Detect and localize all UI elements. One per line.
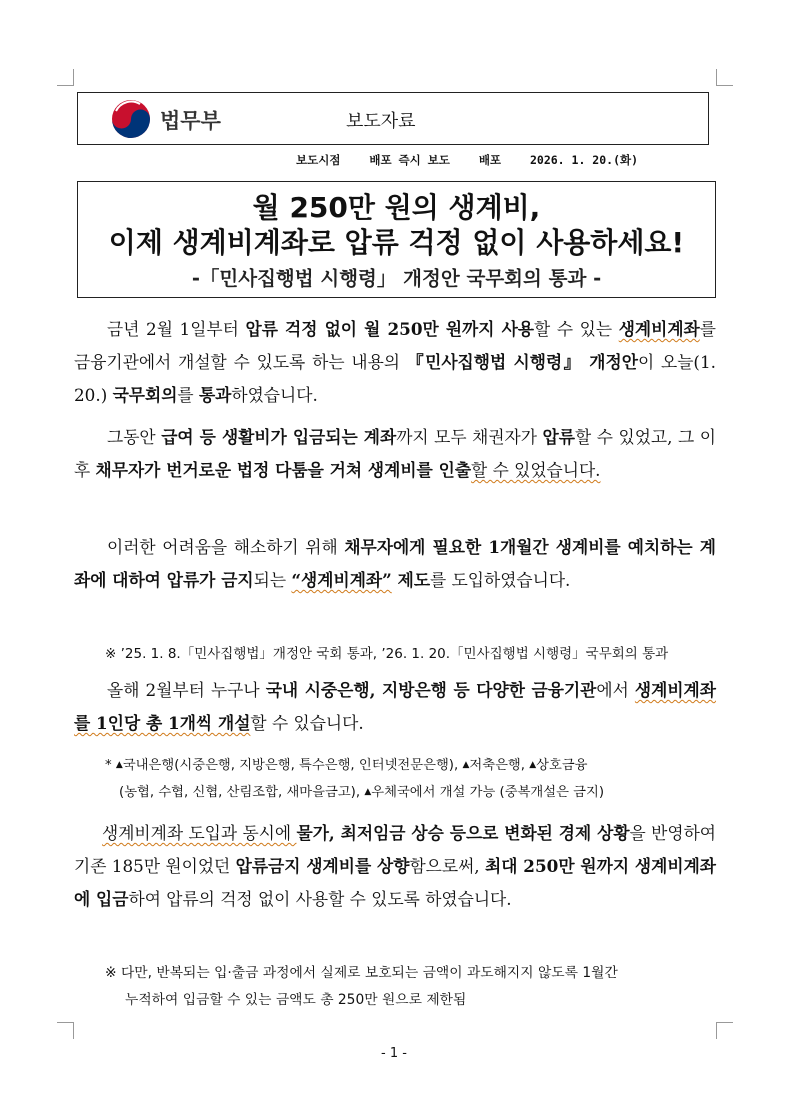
text: 을 반영하여 기존 185만 원이었던 — [74, 823, 716, 876]
emphasis: “생계비계좌” — [291, 570, 392, 590]
text: 상호금융 — [536, 758, 588, 773]
paragraph-2 — [74, 421, 716, 487]
text: 까지 모두 채권자가 — [396, 427, 543, 447]
emphasis: 물가, 최저임금 상승 등으로 변화된 경제 상황 — [296, 823, 630, 843]
text: 국내은행(시중은행, 지방은행, 특수은행, 인터넷전문은행), — [122, 758, 459, 773]
emphasis: 급여 등 생활비가 입금되는 계좌 — [161, 427, 397, 447]
text: 를 금융기관에서 개설할 수 있도록 하는 내용의 — [74, 319, 716, 372]
release-date-label: 배포 — [478, 153, 502, 167]
text: 를 — [177, 385, 199, 405]
paragraph-1 — [74, 313, 716, 412]
page-number: - 1 - — [381, 1046, 407, 1061]
footnote-line-2 — [119, 781, 604, 800]
emphasis: 국내 시중은행, 지방은행 등 다양한 금융기관 — [265, 680, 597, 700]
crop-mark-bottom-left — [57, 1022, 74, 1039]
paragraph-4 — [74, 674, 716, 740]
text: 생계비계좌 도입과 동시에 — [102, 823, 297, 843]
paragraph-5 — [74, 817, 716, 916]
subtitle: -「민사집행법 시행령」 개정안 국무회의 통과 - — [191, 267, 602, 290]
release-info — [296, 152, 660, 168]
release-type: 보도자료 — [346, 111, 416, 132]
text: 저축은행, — [469, 758, 525, 773]
text: 함으로써, — [409, 856, 486, 876]
text: 할 수 있었습니다. — [471, 460, 601, 480]
emphasis: 생계비계좌 — [618, 319, 700, 339]
crop-mark-top-right — [716, 69, 733, 86]
note-1: ※ ’25. 1. 8.「민사집행법」개정안 국회 통과, ’26. 1. 20.「민사집행법 시행령」국무회의 통과 — [105, 646, 669, 662]
text: 를 도입하였습니다. — [430, 570, 571, 590]
text: 할 수 있는 — [534, 319, 619, 339]
text: 하여 압류의 걱정 없이 사용할 수 있도록 하였습니다. — [128, 889, 512, 909]
paragraph-3 — [74, 531, 716, 597]
footnote-line-1 — [105, 754, 588, 773]
emphasis: 채무자가 번거로운 법정 다툼을 거쳐 생계비를 인출 — [95, 460, 472, 480]
emphasis: 압류 — [542, 427, 575, 447]
footnote-marker: * — [105, 758, 112, 773]
emphasis: 생계비계좌를 1인당 총 1개씩 개설 — [74, 680, 716, 733]
note-2-line-2: 누적하여 입금할 수 있는 금액도 총 250만 원으로 제한됨 — [125, 992, 467, 1008]
text: 우체국에서 개설 가능 (중복개설은 금지) — [371, 785, 605, 800]
taegeuk-logo-icon — [110, 98, 152, 140]
note-2-line-1: ※ 다만, 반복되는 입·출금 과정에서 실제로 보호되는 금액이 과도해지지 않도록 1월간 — [105, 965, 618, 981]
text: 할 수 있습니다. — [250, 713, 364, 733]
crop-mark-top-left — [57, 69, 74, 86]
emphasis: 채무자에게 필요한 1개월간 생계비를 예치하는 계좌에 대하여 압류가 금지 — [74, 537, 716, 590]
emphasis: 국무회의 — [112, 385, 178, 405]
triangle-bullet-icon: ▲ — [115, 760, 123, 770]
title-box — [77, 181, 716, 298]
text: 되는 — [253, 570, 292, 590]
title-line-2: 이제 생계비계좌로 압류 걱정 없이 사용하세요! — [108, 226, 685, 259]
release-time-label: 보도시점 — [296, 153, 341, 167]
text: 올해 2월부터 누구나 — [107, 680, 266, 700]
ministry-name: 법무부 — [160, 109, 221, 133]
text: 그동안 — [107, 427, 162, 447]
text: (농협, 수협, 신협, 산림조합, 새마을금고), — [119, 785, 361, 800]
crop-mark-bottom-right — [716, 1022, 733, 1039]
release-date-value: 2026. 1. 20.(화) — [529, 153, 639, 167]
text: 이러한 어려움을 해소하기 위해 — [107, 537, 345, 557]
triangle-bullet-icon: ▲ — [364, 787, 372, 797]
emphasis: 압류 걱정 없이 월 250만 원까지 사용 — [245, 319, 535, 339]
press-header — [77, 92, 709, 145]
text: 금년 2월 1일부터 — [107, 319, 246, 339]
release-time-value: 배포 즉시 보도 — [369, 153, 450, 167]
title-line-1: 월 250만 원의 생계비, — [252, 191, 541, 224]
text: 이 오늘(1. 20.) — [74, 352, 716, 405]
emphasis: 통과 — [198, 385, 232, 405]
text: 에서 — [596, 680, 635, 700]
triangle-bullet-icon: ▲ — [462, 760, 470, 770]
emphasis: 제도 — [391, 570, 431, 590]
emphasis: 압류금지 생계비를 상향 — [235, 856, 410, 876]
triangle-bullet-icon: ▲ — [529, 760, 537, 770]
emphasis: 『민사집행법 시행령』 개정안 — [406, 352, 638, 372]
emphasis: 최대 250만 원까지 생계비계좌에 입금 — [74, 856, 716, 909]
text: 하였습니다. — [231, 385, 318, 405]
text: 할 수 있었고, 그 이후 — [74, 427, 716, 480]
